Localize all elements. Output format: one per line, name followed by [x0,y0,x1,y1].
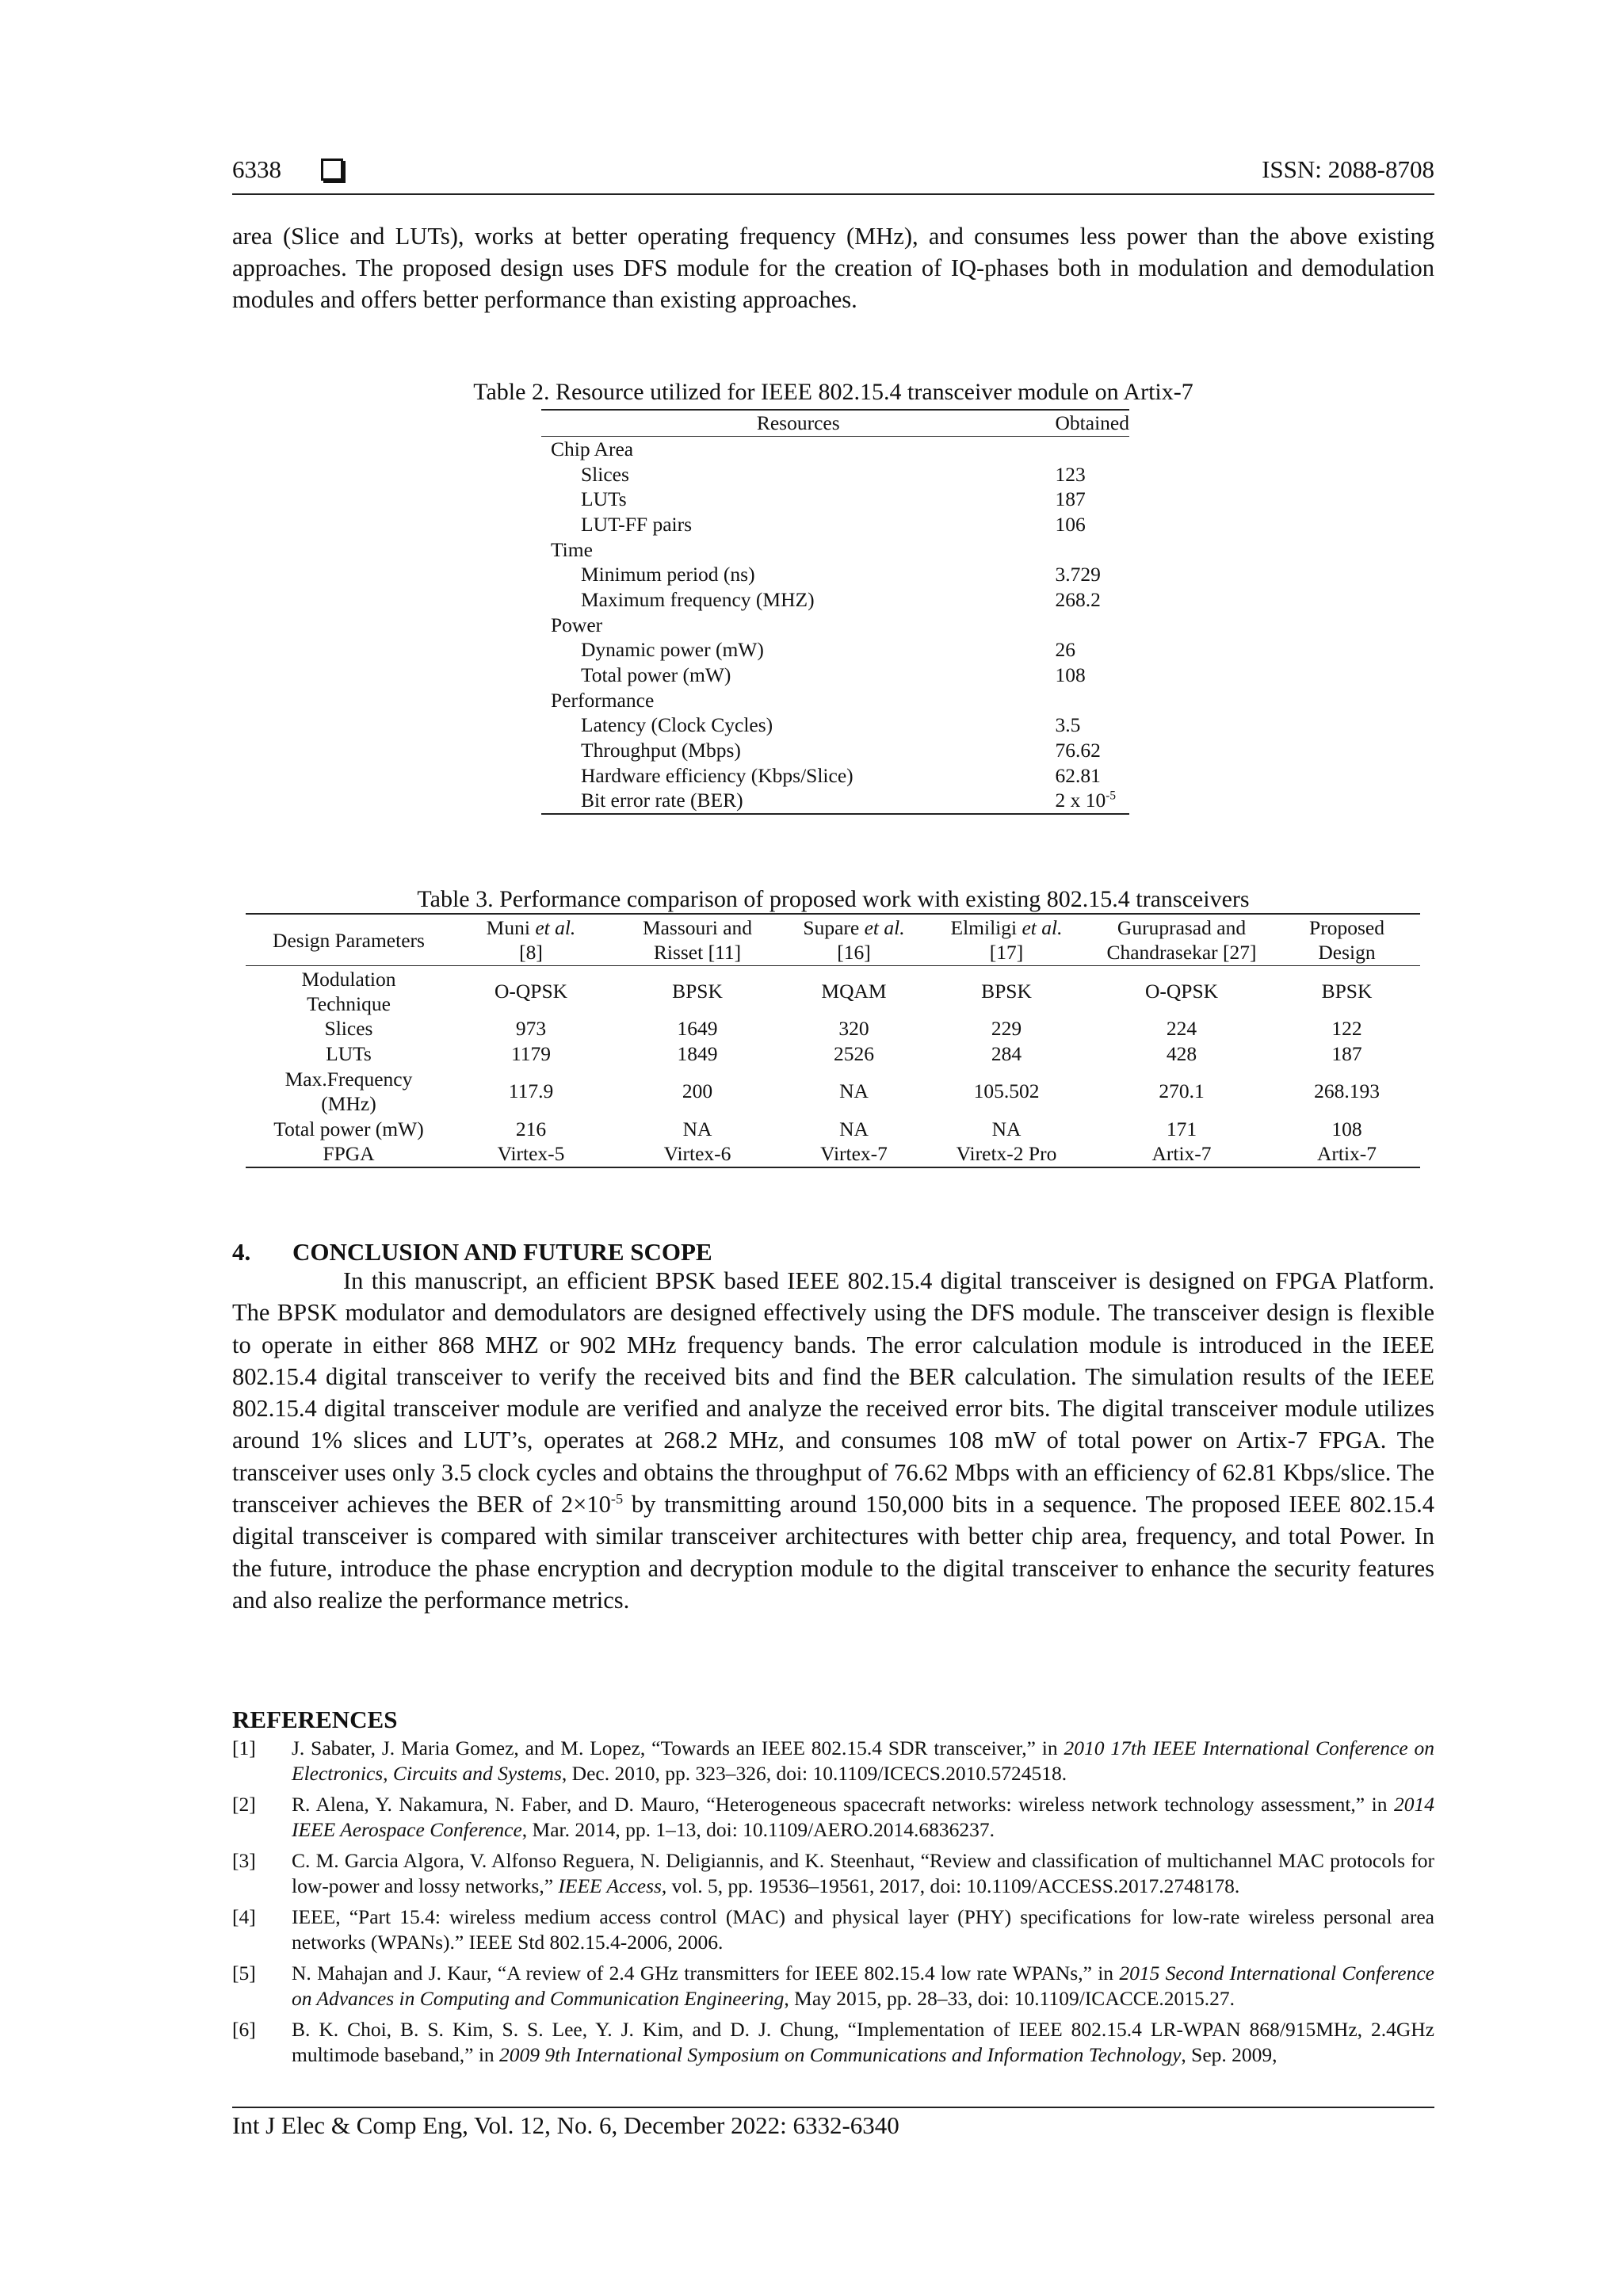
table2-row [541,512,1129,537]
table3-cell: NA [991,1117,1022,1140]
table3-parameter: LUTs [326,1042,372,1066]
table2-row [541,688,1129,713]
table2-obtained-value [1056,537,1129,563]
reference-item: [1] J. Sabater, J. Maria Gomez, and M. Lopez, “Towards an IEEE 802.15.4 SDR transceiver,” in 2010 17th IEEE International Conference on Electronics, Circuits and Systems, Dec. 2010, pp. 323–326, doi: 10.1109/ICECS.2010.5724518. [232,1736,1434,1785]
table2-row [541,462,1129,487]
table2-row [541,713,1129,739]
table3-cell: 320 [838,1017,869,1041]
table3-parameter: Total power (mW) [273,1117,424,1140]
table2-resource-label: Total power (mW) [581,663,731,687]
reference-item: [6] B. K. Choi, B. S. Kim, S. S. Lee, Y. J. Kim, and D. J. Chung, “Implementation of IEEE 802.15.4 LR-WPAN 868/915MHz, 2.4GHz multimode baseband,” in 2009 9th International Symposium on Communications and Information Technology, Sep. 2009, [232,2018,1434,2066]
table2-resource-label: Chip Area [551,437,634,460]
table2-row [541,587,1129,613]
table2-row [541,789,1129,815]
references-list [232,1736,1434,2073]
table3-header-row [246,914,1420,966]
th-supare: Supare et al. [16] [785,914,923,966]
table3-cell: O-QPSK [494,980,568,1003]
table3-cell: 216 [515,1117,547,1140]
conclusion-paragraph: In this manuscript, an efficient BPSK based IEEE 802.15.4 digital transceiver is designed on FPGA Platform. The BPSK modulator and demodulators are designed effectively using the DFS module. The transceiver design is flexible to operate in either 868 MHZ or 902 MHz frequency bands. The error calculation module is introduced in the IEEE 802.15.4 digital transceiver to verify the received bits and find the BER calculation. The simulation results of the IEEE 802.15.4 digital transceiver module are verified and analyze the received error bits. The digital transceiver module utilizes around 1% slices and LUT’s, operates at 268.2 MHz, and consumes 108 mW of total power on Artix-7 FPGA. The transceiver uses only 3.5 clock cycles and obtains the throughput of 76.62 Mbps with an efficiency of 62.81 Kbps/slice. The transceiver achieves the BER of $2\times 10^{-5}$ by transmitting around 150,000 bits in a sequence. The proposed IEEE 802.15.4 digital transceiver is compared with similar transceiver architectures with better chip area, frequency, and total Power. In the future, introduce the phase encryption and decryption module to the digital transceiver to enhance the security features and also realize the performance metrics. [232,1267,1434,1614]
table2-resource-label: Slices [581,462,629,486]
table2-obtained-value: 2 x $10^{-5}$ [1056,789,1129,815]
table2-obtained-value: 3.729 [1055,563,1101,586]
table2-obtained-value: 3.5 [1055,713,1081,737]
th-design-parameters: Design Parameters [246,914,452,966]
table3-row [246,966,1420,1017]
table3-row [246,1016,1420,1041]
table2-obtained-value: 268.2 [1055,587,1101,611]
table2-row [541,663,1129,688]
reference-item: [5] N. Mahajan and J. Kaur, “A review of 2.4 GHz transmitters for IEEE 802.15.4 low rate WPANs,” in 2015 Second International Conference on Advances in Computing and Communication Engineering, May 2015, pp. 28–33, doi: 10.1109/ICACCE.2015.27. [232,1962,1434,2010]
page-header [232,155,1434,195]
reference-item: [4] IEEE, “Part 15.4: wireless medium access control (MAC) and physical layer (PHY) specifications for low-rate wireless personal area networks (WPANs).” IEEE Std 802.15.4-2006, 2006. [232,1905,1434,1954]
table2-obtained-value: 106 [1055,512,1086,536]
reference-item: [3] C. M. Garcia Algora, V. Alfonso Reguera, N. Deligiannis, and K. Steenhaut, “Review and classification of multichannel MAC protocols for low-power and lossy networks,” IEEE Access, vol. 5, pp. 19536–19561, 2017, doi: 10.1109/ACCESS.2017.2748178. [232,1849,1434,1897]
table3-cell: NA [682,1117,712,1140]
table3-cell: NA [839,1079,869,1103]
table2-resource-label: LUTs [581,487,627,511]
table2-caption: Table 2. Resource utilized for IEEE 802.15.4 transceiver module on Artix-7 [473,379,1193,405]
table2-resource-label: Dynamic power (mW) [581,638,764,662]
table2-row [541,537,1129,563]
table3-cell: 268.193 [1314,1079,1380,1103]
table2 [541,409,1129,815]
table2-obtained-value [1056,437,1129,462]
references-title: REFERENCES [232,1706,398,1733]
table2-obtained-value [1056,688,1129,713]
table3-cell: 229 [991,1017,1022,1041]
footer-citation: Int J Elec & Comp Eng, Vol. 12, No. 6, December 2022: 6332-6340 [232,2111,899,2139]
table2-row [541,613,1129,638]
table3-cell: 105.502 [973,1079,1040,1103]
table2-row [541,738,1129,763]
table2-header-resources: Resources [541,410,1056,437]
table2-resource-label: Latency (Clock Cycles) [581,713,773,737]
table2-row [541,763,1129,789]
table2-resource-label: Maximum frequency (MHZ) [581,587,815,611]
page-footer [232,2107,1434,2140]
table3-parameter: Slices [324,1017,373,1041]
intro-paragraph: area (Slice and LUTs), works at better operating frequency (MHz), and consumes less power than the above existing approaches. The proposed design uses DFS module for the creation of IQ-phases both in modulation and demodulation modules and offers better performance than existing approaches. [232,223,1434,313]
issn: ISSN: 2088-8708 [1262,155,1434,183]
table3-caption: Table 3. Performance comparison of proposed work with existing 802.15.4 transceivers [417,886,1250,912]
section-heading: 4. CONCLUSION AND FUTURE SCOPE [232,1238,712,1266]
table3-cell: 1849 [677,1042,718,1066]
table2-resource-label: Minimum period (ns) [581,563,755,586]
table3-row [246,1066,1420,1116]
table3-cell: Virtex-6 [610,1141,785,1167]
table3-cell: MQAM [821,980,887,1003]
table2-row [541,562,1129,587]
table2-resource-label: Bit error rate (BER) [541,789,1056,815]
table3-row [246,1141,1420,1167]
table2-obtained-value: 62.81 [1055,763,1101,787]
reference-item: [2] R. Alena, Y. Nakamura, N. Faber, and D. Mauro, “Heterogeneous spacecraft networks: wireless network technology assessment,” in 2014 IEEE Aerospace Conference, Mar. 2014, pp. 1–13, doi: 10.1109/AERO.2014.6836237. [232,1793,1434,1841]
table2-row [541,437,1129,462]
th-muni: Muni et al. [8] [452,914,610,966]
table3-cell: 200 [682,1079,713,1103]
table2-obtained-value: 26 [1055,638,1076,662]
table3 [246,913,1420,1168]
table3-cell: 187 [1331,1042,1362,1066]
table3-cell: 1179 [510,1042,552,1066]
table3-parameter: Modulation Technique [301,967,396,1015]
table3-cell: BPSK [672,980,723,1003]
table3-cell: Viretx-2 Pro [923,1141,1090,1167]
table3-cell: Virtex-7 [785,1141,923,1167]
table2-resource-label: Hardware efficiency (Kbps/Slice) [581,763,854,787]
table3-cell: 284 [991,1042,1022,1066]
page-number: 6338 [232,155,281,183]
table3-cell: 973 [515,1017,547,1041]
table3-cell: BPSK [981,980,1032,1003]
table3-row [246,1041,1420,1067]
table3-cell: Artix-7 [1090,1141,1274,1167]
table2-resource-label: LUT-FF pairs [581,512,693,536]
table2-obtained-value [1056,613,1129,638]
table3-cell: 171 [1166,1117,1197,1140]
table3-cell: O-QPSK [1144,980,1219,1003]
table2-obtained-value: 123 [1055,462,1086,486]
table2-resource-label: Performance [551,688,655,712]
table3-cell: 2526 [834,1042,874,1066]
table3-parameter: Max.Frequency (MHz) [285,1067,413,1115]
table3-cell: BPSK [1321,980,1373,1003]
table3-cell: Artix-7 [1274,1141,1420,1167]
table2-obtained-value: 108 [1055,663,1086,687]
table3-cell: Virtex-5 [452,1141,610,1167]
table2-row [541,487,1129,512]
table2-obtained-value: 76.62 [1055,739,1101,762]
th-massouri: Massouri and Risset [11] [610,914,785,966]
table2-obtained-value: 187 [1055,487,1086,511]
table3-cell: 428 [1166,1042,1197,1066]
table2-row [541,638,1129,663]
th-elmiligi: Elmiligi et al. [17] [923,914,1090,966]
table2-resource-label: Throughput (Mbps) [581,739,741,762]
table3-cell: 117.9 [508,1079,554,1103]
th-proposed: Proposed Design [1274,914,1420,966]
square-bullet-icon [321,159,343,181]
th-guruprasad: Guruprasad and Chandrasekar [27] [1090,914,1274,966]
table2-resource-label: Time [551,537,593,561]
table3-cell: 270.1 [1159,1079,1205,1103]
table3-cell: 122 [1331,1017,1362,1041]
table3-cell: 108 [1331,1117,1362,1140]
table2-resource-label: Power [551,613,603,636]
table3-cell: NA [839,1117,869,1140]
table3-cell: 1649 [677,1017,718,1041]
table3-parameter: FPGA [246,1141,452,1167]
table3-cell: 224 [1166,1017,1197,1041]
table3-row [246,1116,1420,1141]
table2-header-obtained: Obtained [1056,410,1129,437]
